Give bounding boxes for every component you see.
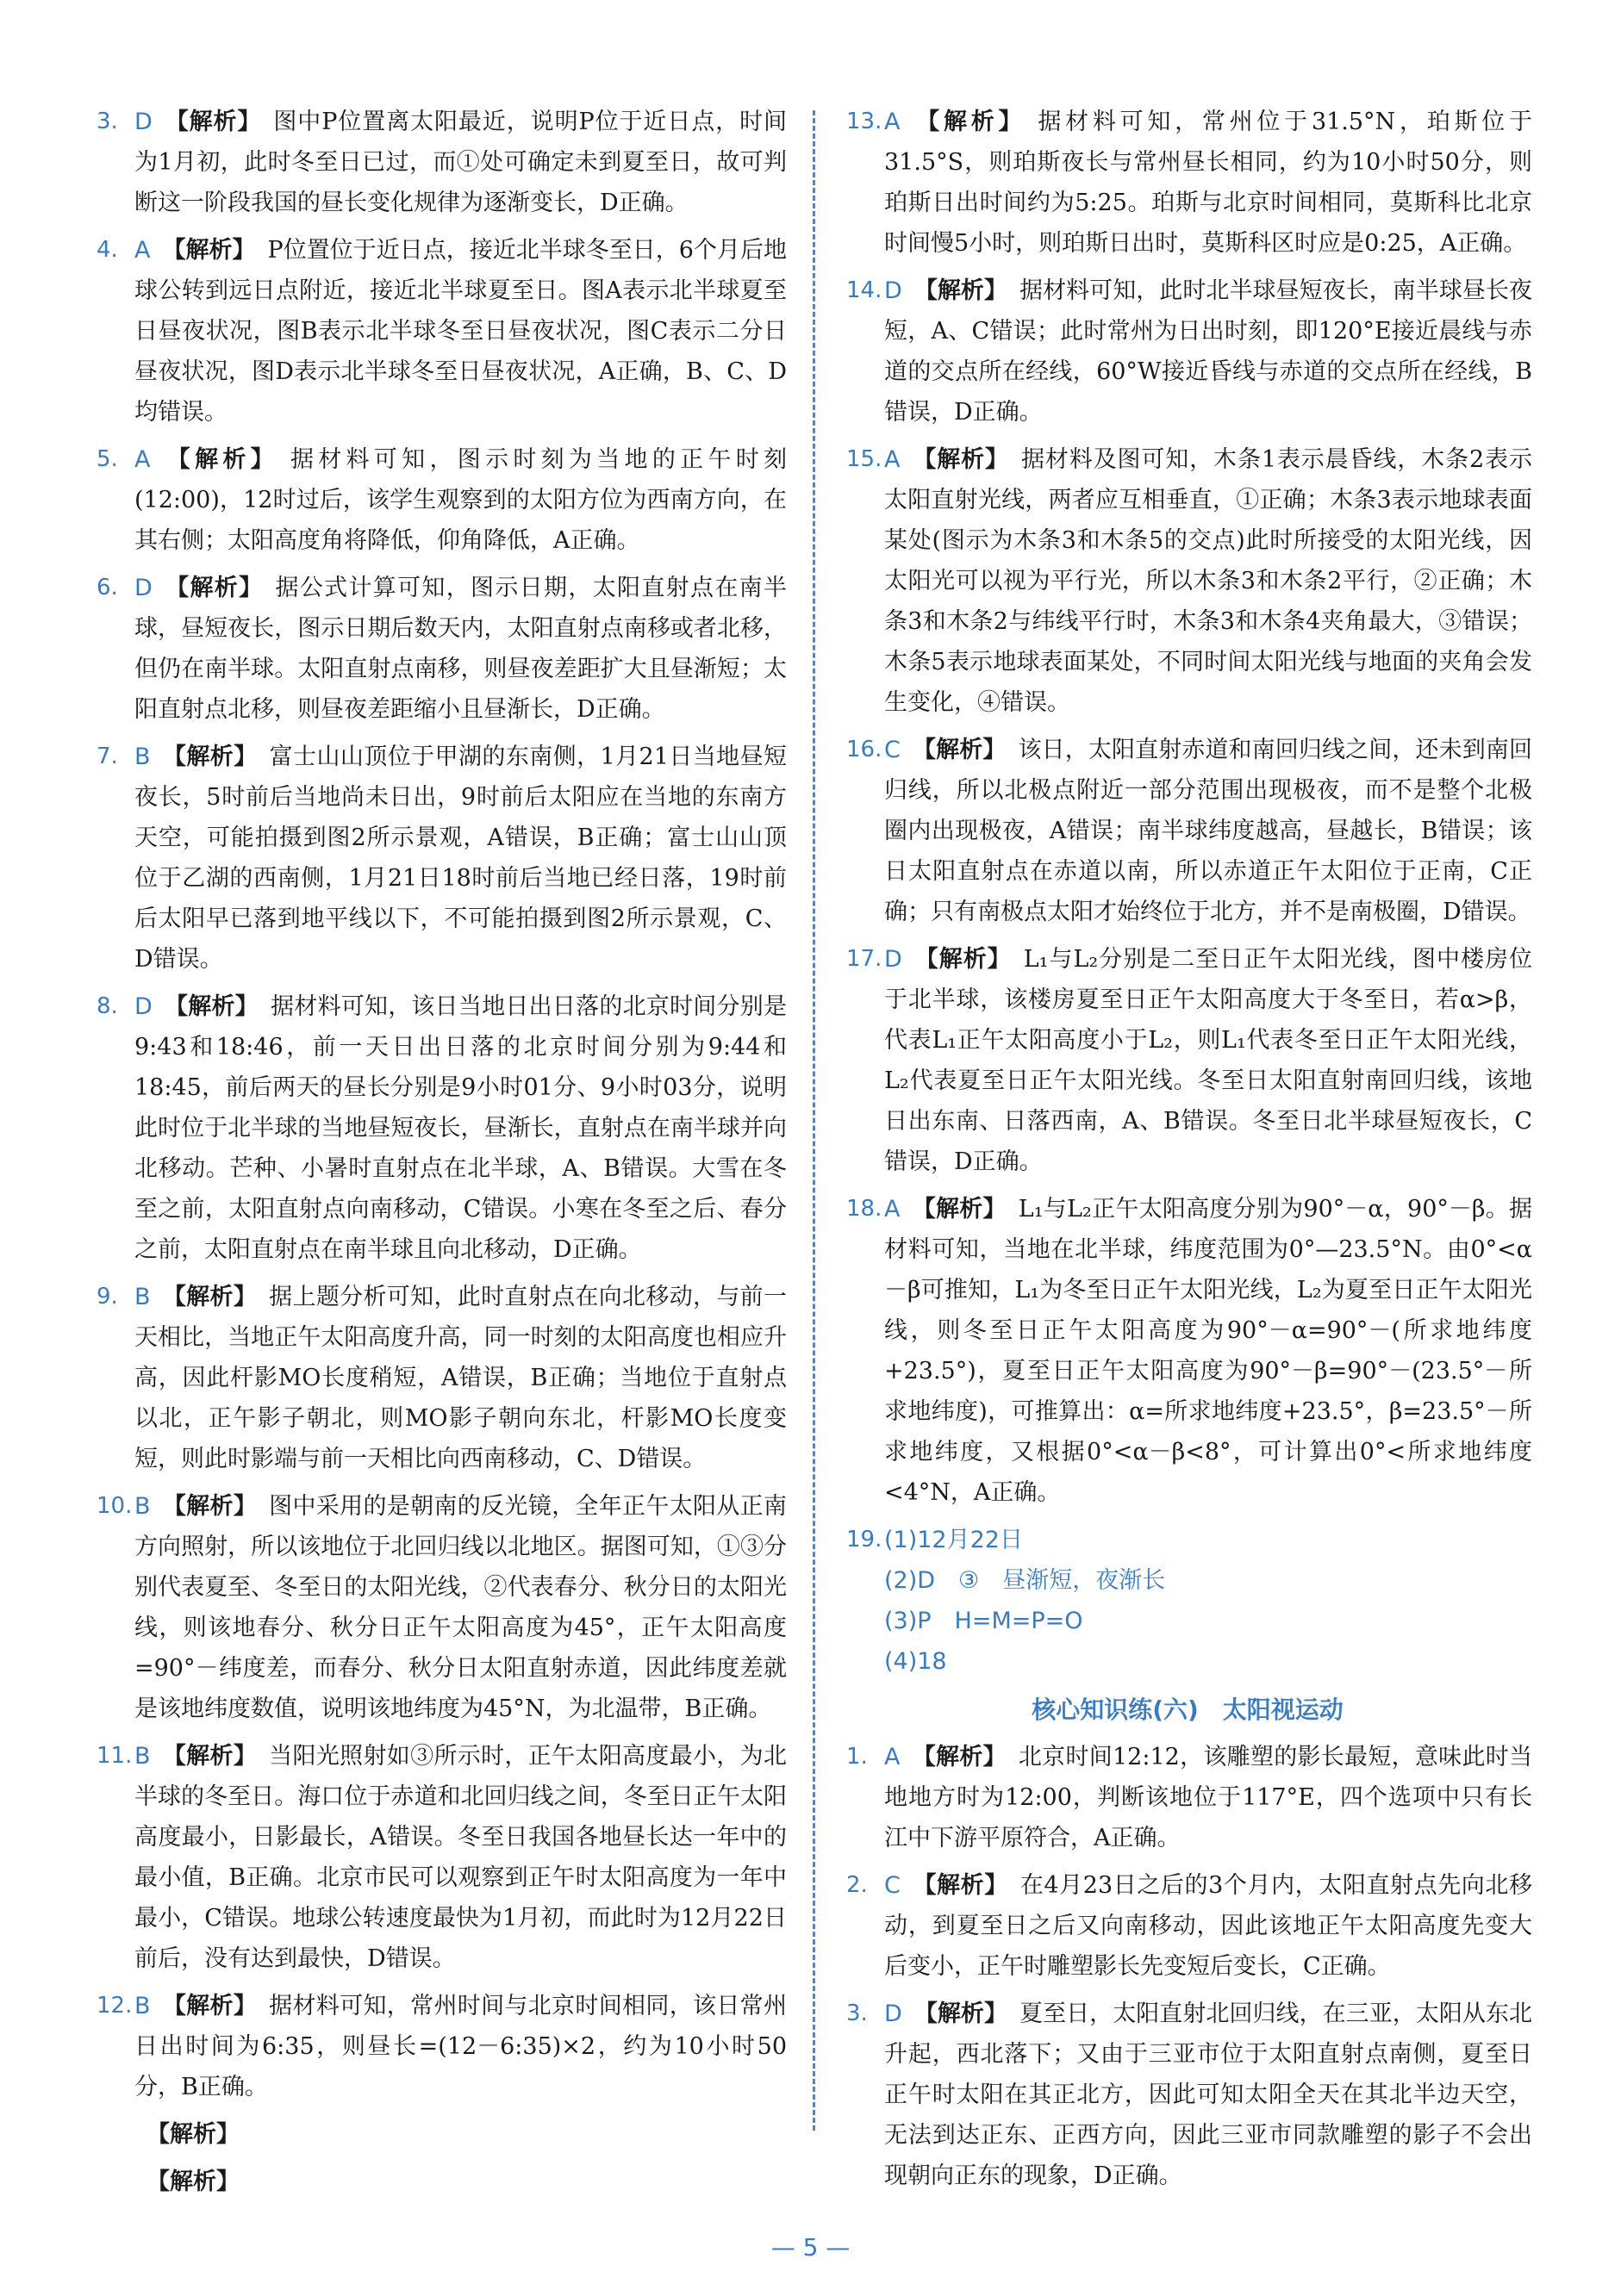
answer-letter: A — [884, 109, 901, 135]
answer-letter: A — [884, 1744, 901, 1770]
item-number: 12. — [97, 1993, 133, 2019]
answer-item — [843, 102, 1532, 264]
answer-letter: C — [884, 737, 901, 763]
analysis-text: P位置位于近日点，接近北半球冬至日，6个月后地球公转到远日点附近，接近北半球夏至日。图A表示北半球夏至日昼夜状况，图B表示北半球冬至日昼夜状况，图C表示二分日昼夜状况，图D表示北半球冬至日昼夜状况，A正确，B、C、D均错误。 — [134, 237, 787, 426]
answer-letter: B — [134, 744, 151, 770]
analysis-tag: 【解析】 — [147, 2168, 240, 2195]
analysis-text: 据材料可知，常州位于31.5°N，珀斯位于31.5°S，则珀斯夜长与常州昼长相同，约为10小时50分，则珀斯日出时间约为5:25。珀斯与北京时间相同，莫斯科比北京时间慢5小时，则珀斯日出时，莫斯科区时应是0:25，A正确。 — [884, 109, 1533, 257]
item-number: 18. — [846, 1196, 882, 1222]
answer-item — [93, 1277, 787, 1479]
answer-letter: B — [134, 1743, 151, 1770]
analysis-text: 据材料可知，该日当地日出日落的北京时间分别是9:43和18:46，前一天日出日落的北京时间分别为9:44和18:45，前后两天的昼长分别是9小时01分、9小时03分，说明此时位于北半球的当地昼短夜长，昼渐长，直射点在南半球并向北移动。芒种、小暑时直射点在北半球，A、B错误。大雪在冬至之前，太阳直射点向南移动，C错误。小寒在冬至之后、春分之前，太阳直射点在南半球且向北移动，D正确。 — [134, 993, 788, 1263]
analysis-tag: 【解析】 — [913, 946, 1012, 973]
sub-answer: (3)P H=M=P=O — [884, 1608, 1083, 1634]
answer-item — [843, 439, 1532, 723]
answer-item — [93, 1736, 787, 1979]
answer-letter: D — [884, 277, 902, 304]
answer-letter: B — [134, 1493, 151, 1520]
item-number: 7. — [97, 744, 118, 769]
analysis-text: 图中采用的是朝南的反光镜，全年正午太阳从正南方向照射，所以该地位于北回归线以北地区。据图可知，①③分别代表夏至、冬至日的太阳光线，②代表春分、秋分日的太阳光线，则该地春分、秋分日正午太阳高度为45°，正午太阳高度=90°－纬度差，而春分、秋分日太阳直射赤道，因此纬度差就是该地纬度数值，说明该地纬度为45°N，为北温带，B正确。 — [134, 1493, 788, 1722]
analysis-text: 该日，太阳直射赤道和南回归线之间，还未到南回归线，所以北极点附近一部分范围出现极夜，而不是整个北极圈内出现极夜，A错误；南半球纬度越高，昼越长，B错误；该日太阳直射点在赤道以南，所以赤道正午太阳位于正南，C正确；只有南极点太阳才始终位于北方，并不是南极圈，D错误。 — [884, 737, 1533, 925]
item-number: 4. — [97, 237, 118, 263]
item-number: 2. — [846, 1872, 868, 1898]
analysis-tag: 【解析】 — [162, 1993, 258, 2019]
analysis-tag: 【解析】 — [913, 2000, 1008, 2027]
analysis-text: 夏至日，太阳直射北回归线，在三亚，太阳从东北升起，西北落下；又由于三亚市位于太阳直射点南侧，夏至日正午时太阳在其正北方，因此可知太阳全天在其北半边天空，无法到达正东、正西方向，因此三亚市同款雕塑的影子不会出现朝向正东的现象，D正确。 — [884, 2000, 1533, 2189]
answer-letter: D — [134, 993, 153, 1020]
left-column — [93, 102, 787, 2209]
page-number: — 5 — — [770, 2233, 851, 2262]
answer-item — [93, 439, 787, 561]
analysis-text: L₁与L₂正午太阳高度分别为90°－α，90°－β。据材料可知，当地在北半球，纬度范围为0°—23.5°N。由0°<α－β可推知，L₁为冬至日正午太阳光线，L₂为夏至日正午太阳光线，则冬至日正午太阳高度为90°－α=90°－(所求地纬度+23.5°)，夏至日正午太阳高度为90°－β=90°－(23.5°－所求地纬度)，可推算出：α=所求地纬度+23.5°，β=23.5°－所求地纬度，又根据0°<α－β<8°，可计算出0°<所求地纬度<4°N，A正确。 — [884, 1196, 1533, 1506]
answer-letter: B — [134, 1284, 151, 1310]
analysis-tag: 【解析】 — [913, 277, 1008, 304]
answer-item — [843, 939, 1532, 1182]
analysis-text: 据上题分析可知，此时直射点在向北移动，与前一天相比，当地正午太阳高度升高，同一时刻的太阳高度也相应升高，因此杆影MO长度稍短，A错误，B正确；当地位于直射点以北，正午影子朝北，则MO影子朝向东北，杆影MO长度变短，则此时影端与前一天相比向西南移动，C、D错误。 — [134, 1284, 788, 1472]
answer-item — [843, 1994, 1532, 2196]
answer-letter: C — [884, 1872, 901, 1899]
analysis-tag: 【解析】 — [162, 1493, 258, 1520]
analysis-text: 据公式计算可知，图示日期，太阳直射点在南半球，昼短夜长，图示日期后数天内，太阳直射点南移或者北移，但仍在南半球。太阳直射点南移，则昼夜差距扩大且昼渐短；太阳直射点北移，则昼夜差距缩小且昼渐长，D正确。 — [134, 575, 787, 723]
answer-letter: D — [134, 575, 153, 601]
analysis-tag: 【解析】 — [162, 1743, 258, 1770]
item-number: 3. — [846, 2000, 868, 2026]
answer-item — [843, 730, 1532, 932]
answer-letter: A — [884, 446, 901, 473]
answer-item — [843, 271, 1532, 432]
analysis-tag: 【解析】 — [162, 237, 256, 264]
analysis-tag: 【解析】 — [912, 1744, 1007, 1770]
section-title: 核心知识练(六) 太阳视运动 — [1032, 1696, 1344, 1724]
answer-item — [93, 102, 787, 223]
answer-letter: D — [884, 2000, 902, 2027]
analysis-tag: 【解析】 — [912, 446, 1009, 473]
item-number: 11. — [97, 1743, 133, 1769]
item-number: 9. — [97, 1284, 118, 1310]
item-number: 19. — [846, 1527, 882, 1552]
analysis-text: 据材料及图可知，木条1表示晨昏线，木条2表示太阳直射光线，两者应互相垂直，①正确；木条3表示地球表面某处(图示为木条3和木条5的交点)此时所接受的太阳光线，因太阳光可以视为平行光，所以木条3和木条2平行，②正确；木条3和木条2与纬线平行时，木条3和木条4夹角最大，③错误；木条5表示地球表面某处，不同时间太阳光线与地面的夹角会发生变化，④错误。 — [884, 446, 1532, 716]
answer-item — [93, 2114, 787, 2155]
answer-letter: D — [134, 109, 153, 135]
analysis-text: L₁与L₂分别是二至日正午太阳光线，图中楼房位于北半球，该楼房夏至日正午太阳高度大于冬至日，若α>β，代表L₁正午太阳高度小于L₂，则L₁代表冬至日正午太阳光线，L₂代表夏至日正午太阳光线。冬至日太阳直射南回归线，该地日出东南、日落西南，A、B错误。冬至日北半球昼短夜长，C错误，D正确。 — [884, 946, 1532, 1175]
item-number: 1. — [846, 1744, 868, 1770]
item-number: 15. — [846, 446, 882, 472]
analysis-text: 图中P位置离太阳最近，说明P位于近日点，时间为1月初，此时冬至日已过，而①处可确定未到夏至日，故可判断这一阶段我国的昼长变化规律为逐渐变长，D正确。 — [134, 109, 787, 216]
analysis-text: 北京时间12:12，该雕塑的影长最短，意味此时当地地方时为12:00，判断该地位于117°E，四个选项中只有长江中下游平原符合，A正确。 — [884, 1744, 1533, 1851]
analysis-tag: 【解析】 — [164, 575, 264, 601]
answer-item — [93, 1986, 787, 2107]
answer-item — [843, 1737, 1532, 1858]
answer-letter: A — [884, 1196, 901, 1223]
item-number: 10. — [97, 1493, 133, 1519]
item-number: 17. — [846, 946, 882, 972]
analysis-tag: 【解析】 — [912, 1872, 1008, 1899]
analysis-tag: 【解析】 — [162, 744, 258, 770]
answer-item — [93, 986, 787, 1270]
answer-item — [93, 1486, 787, 1729]
column-divider — [813, 110, 815, 2131]
sub-answer: (2)D ③ 昼渐短，夜渐长 — [884, 1567, 1166, 1594]
answer-item-19 — [843, 1520, 1532, 1682]
answer-letter: D — [884, 946, 902, 973]
analysis-text: 当阳光照射如③所示时，正午太阳高度最小，为北半球的冬至日。海口位于赤道和北回归线之间，冬至日正午太阳高度最小，日影最长，A错误。冬至日我国各地昼长达一年中的最小值，B正确。北京市民可以观察到正午时太阳高度为一年中最小，C错误。地球公转速度最快为1月初，而此时为12月22日前后，没有达到最快，D错误。 — [134, 1743, 788, 1972]
analysis-tag: 【解析】 — [164, 109, 262, 135]
item-number: 5. — [97, 446, 118, 472]
analysis-text: 据材料可知，常州时间与北京时间相同，该日常州日出时间为6:35，则昼长=(12－6:35)×2，约为10小时50分，B正确。 — [134, 1993, 788, 2100]
answer-item — [93, 737, 787, 980]
analysis-tag: 【解析】 — [164, 993, 259, 1020]
item-number: 16. — [846, 737, 882, 762]
answer-letter: B — [134, 1993, 151, 2019]
answer-item — [843, 1189, 1532, 1513]
item-number: 3. — [97, 109, 118, 134]
item-number: 13. — [846, 109, 882, 134]
item-number: 6. — [97, 575, 118, 600]
analysis-tag: 【解析】 — [147, 2121, 240, 2148]
item-number: 8. — [97, 993, 118, 1019]
analysis-text: 据材料可知，此时北半球昼短夜长，南半球昼长夜短，A、C错误；此时常州为日出时刻，即120°E接近晨线与赤道的交点所在经线，60°W接近昏线与赤道的交点所在经线，B错误，D正确。 — [884, 277, 1533, 426]
analysis-tag: 【解析】 — [162, 446, 278, 473]
analysis-text: 据材料可知，图示时刻为当地的正午时刻(12:00)，12时过后，该学生观察到的太阳方位为西南方向，在其右侧；太阳高度角将降低，仰角降低，A正确。 — [134, 446, 788, 554]
answer-item — [843, 1865, 1532, 1987]
answer-letter: A — [134, 446, 151, 473]
answer-item — [93, 2162, 787, 2202]
right-column — [843, 102, 1532, 2203]
sub-answer: (4)18 — [884, 1648, 947, 1675]
analysis-tag: 【解析】 — [912, 737, 1007, 763]
analysis-tag: 【解析】 — [912, 1196, 1007, 1223]
analysis-text: 在4月23日之后的3个月内，太阳直射点先向北移动，到夏至日之后又向南移动，因此该地正午太阳高度先变大后变小，正午时雕塑影长先变短后变长，C正确。 — [884, 1872, 1532, 1980]
analysis-tag: 【解析】 — [162, 1284, 258, 1310]
item-number: 14. — [846, 277, 882, 303]
analysis-text: 富士山山顶位于甲湖的东南侧，1月21日当地昼短夜长，5时前后当地尚未日出，9时前后太阳应在当地的东南方天空，可能拍摄到图2所示景观，A错误，B正确；富士山山顶位于乙湖的西南侧，1月21日18时前后当地已经日落，19时前后太阳早已落到地平线以下，不可能拍摄到图2所示景观，C、D错误。 — [134, 744, 787, 973]
answer-letter: A — [134, 237, 151, 264]
answer-item — [93, 230, 787, 432]
sub-answer: (1)12月22日 — [884, 1527, 1023, 1553]
analysis-tag: 【解析】 — [912, 109, 1026, 135]
answer-item — [93, 568, 787, 730]
